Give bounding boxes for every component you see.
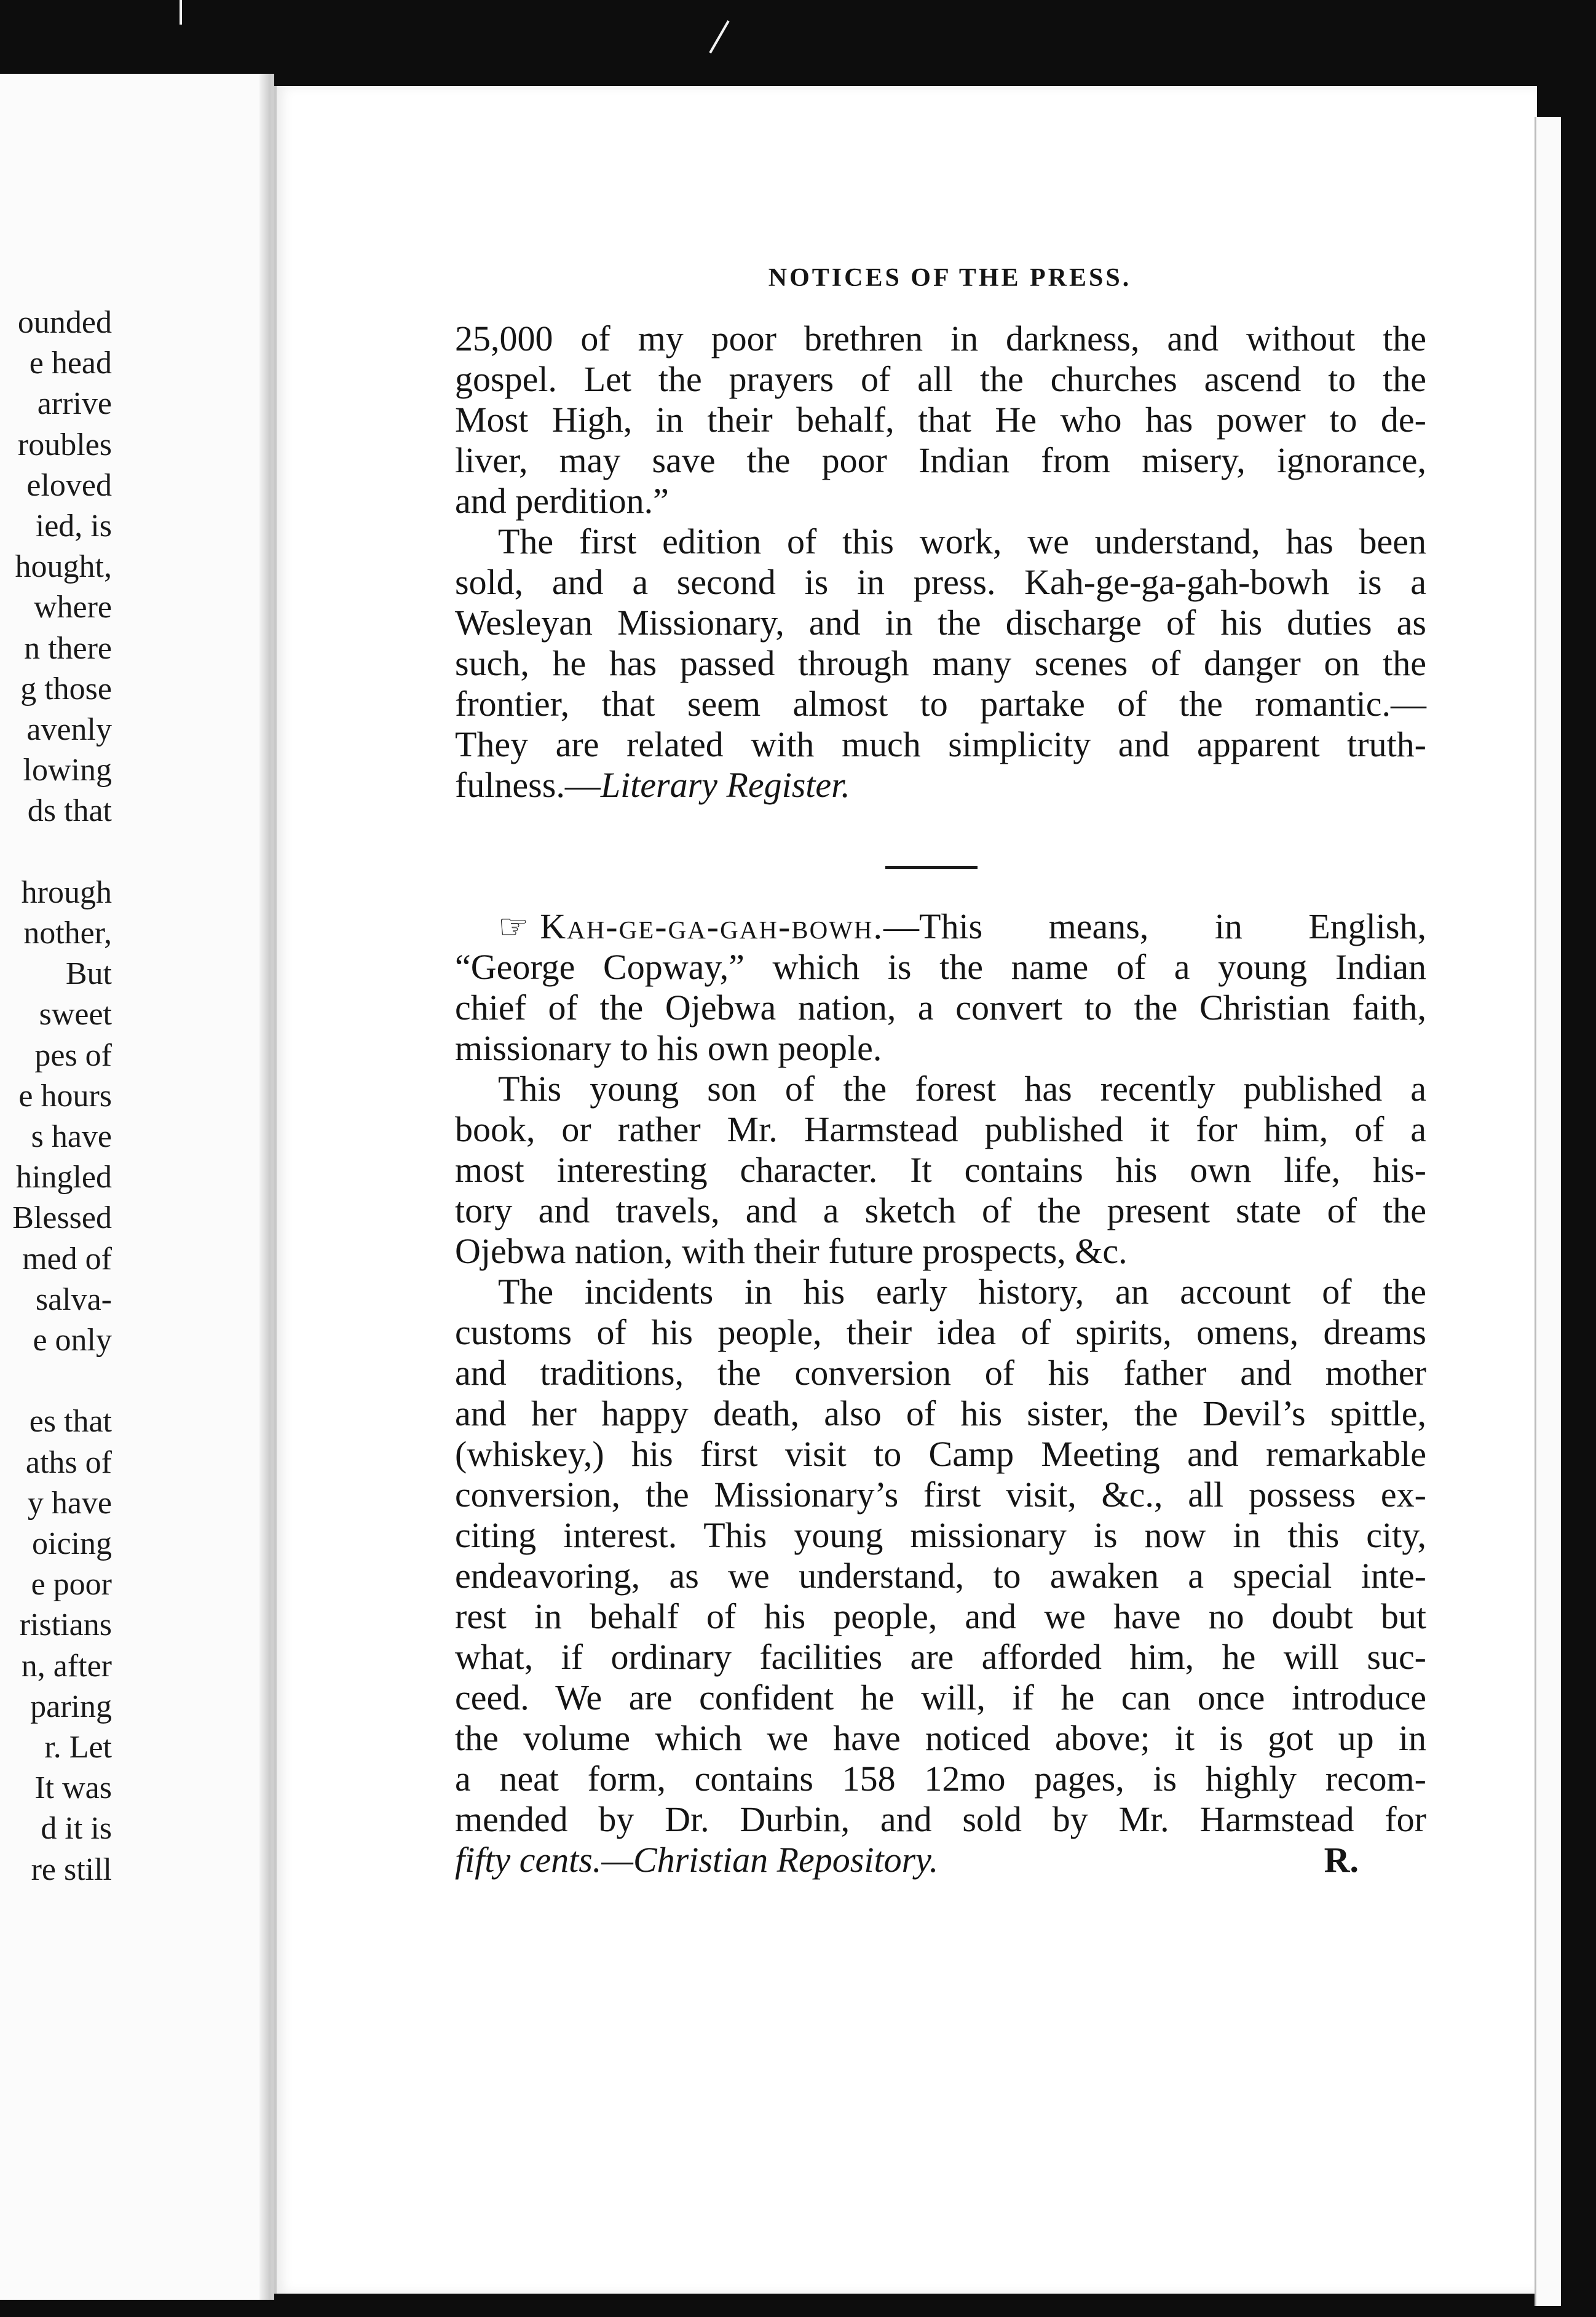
text-line: citing interest. This young missionary is now in this city,: [455, 1515, 1426, 1555]
left-page-line: roubles: [17, 427, 112, 462]
text-line: (whiskey,) his first visit to Camp Meeting and remarkable: [455, 1434, 1426, 1474]
source-citation: Literary Register.: [600, 765, 850, 805]
text-line: the volume which we have noticed above; it is got up in: [455, 1718, 1426, 1758]
text-line: a neat form, contains 158 12mo pages, is highly recom-: [455, 1759, 1426, 1799]
pointing-hand-icon: ☞: [498, 908, 529, 946]
text-line: rest in behalf of his people, and we have no doubt but: [455, 1596, 1426, 1636]
notice-heading: Kah-ge-ga-gah-bowh.: [540, 906, 884, 946]
left-page-line: hingled: [16, 1160, 112, 1195]
left-page-line: n, after: [21, 1648, 112, 1684]
text-line: endeavoring, as we understand, to awaken a special inte-: [455, 1556, 1426, 1596]
text-line: [455, 906, 1426, 947]
notice-literary-register: [455, 319, 1426, 806]
left-page-line: It was: [34, 1770, 112, 1806]
signature-initial: R.: [1324, 1840, 1359, 1880]
page-edge: [1535, 117, 1561, 2306]
left-page-line: y have: [27, 1485, 112, 1521]
citation: [455, 1840, 938, 1880]
text-line: book, or rather Mr. Harmstead published it for him, of a: [455, 1109, 1426, 1149]
text-line: tory and travels, and a sketch of the present state of the: [455, 1190, 1426, 1230]
text-line: 25,000 of my poor brethren in darkness, and without the: [455, 319, 1426, 358]
text-line: This young son of the forest has recently published a: [498, 1069, 1426, 1109]
text-line: customs of his people, their idea of spirits, omens, dreams: [455, 1312, 1426, 1352]
left-page-line: arrive: [37, 386, 112, 422]
left-page-line: hrough: [21, 874, 112, 910]
left-page-line: es that: [29, 1404, 112, 1440]
text-line: sold, and a second is in press. Kah-ge-ga-gah-bowh is a: [455, 562, 1426, 602]
text-line: mended by Dr. Durbin, and sold by Mr. Harmstead for: [455, 1799, 1426, 1839]
left-page-line: oicing: [32, 1526, 112, 1561]
text-line: chief of the Ojebwa nation, a convert to the Christian faith,: [455, 988, 1426, 1028]
left-page-line: nother,: [23, 916, 112, 951]
left-page-line: ied, is: [35, 509, 112, 544]
text-line: most interesting character. It contains his own life, his-: [455, 1150, 1426, 1190]
left-page-line: e head: [29, 346, 112, 381]
left-page-line: hought,: [15, 549, 112, 585]
left-page-line: where: [33, 590, 112, 625]
text-line: They are related with much simplicity and apparent truth-: [455, 724, 1426, 764]
page-gutter-shadow: [259, 74, 271, 2300]
left-page-line: sweet: [39, 997, 112, 1032]
left-page-line: ounded: [17, 305, 112, 340]
text-line: what, if ordinary facilities are afforded him, he will suc-: [455, 1637, 1426, 1677]
left-page-line: r. Let: [44, 1730, 112, 1765]
section-divider: [885, 866, 978, 869]
text-line: “George Copway,” which is the name of a young Indian: [455, 947, 1426, 987]
text-fragment: fulness.—: [455, 765, 601, 805]
notice-christian-repository: [455, 906, 1426, 1880]
left-page-line: aths of: [25, 1444, 112, 1480]
left-page-line: e poor: [31, 1567, 112, 1602]
text-line: missionary to his own people.: [455, 1028, 882, 1068]
left-page-line: med of: [22, 1241, 112, 1277]
left-page-line: salva-: [35, 1281, 112, 1317]
text-line: conversion, the Missionary’s first visit, &c., all possess ex-: [455, 1475, 1426, 1515]
left-page-line: ristians: [19, 1607, 112, 1643]
left-page-line: e hours: [18, 1078, 112, 1114]
left-page-line: ds that: [27, 793, 112, 829]
left-page-line: avenly: [26, 712, 112, 747]
left-page-line: eloved: [26, 467, 112, 503]
text-line: and perdition.”: [455, 481, 669, 521]
text-line: The incidents in his early history, an account of the: [498, 1272, 1426, 1312]
text-line: liver, may save the poor Indian from misery, ignorance,: [455, 440, 1426, 480]
left-page-line: pes of: [34, 1037, 112, 1073]
text-line: and traditions, the conversion of his father and mother: [455, 1353, 1426, 1393]
text-line: Wesleyan Missionary, and in the discharge of his duties as: [455, 603, 1426, 643]
left-page-line: e only: [33, 1323, 112, 1358]
signoff-line: [455, 1840, 1426, 1880]
left-page-line: re still: [31, 1852, 112, 1887]
text-line: The first edition of this work, we understand, has been: [498, 521, 1426, 561]
left-page-line: But: [65, 956, 112, 992]
source-citation: —Christian Repository.: [601, 1840, 939, 1880]
price-text: fifty cents.: [455, 1840, 602, 1880]
text-line: ceed. We are confident he will, if he can once introduce: [455, 1677, 1426, 1717]
text-line: and her happy death, also of his sister, the Devil’s spittle,: [455, 1393, 1426, 1433]
running-head: NOTICES OF THE PRESS.: [768, 264, 1132, 292]
left-page-line: Blessed: [12, 1200, 112, 1236]
text-fragment: —This means, in English,: [883, 906, 1426, 946]
scan-artifact-mark: [180, 0, 182, 25]
left-page-line: d it is: [41, 1811, 112, 1847]
left-page-line: s have: [31, 1119, 112, 1154]
left-page-line: paring: [30, 1689, 112, 1724]
left-page-line: lowing: [23, 753, 112, 788]
left-page-line: n there: [24, 630, 112, 666]
text-line: Ojebwa nation, with their future prospects, &c.: [455, 1231, 1128, 1271]
text-line: [455, 765, 1426, 806]
text-line: Most High, in their behalf, that He who has power to de-: [455, 400, 1426, 440]
text-line: frontier, that seem almost to partake of the romantic.—: [455, 684, 1426, 724]
text-line: gospel. Let the prayers of all the churches ascend to the: [455, 359, 1426, 399]
left-page-line: g those: [20, 671, 112, 707]
text-line: such, he has passed through many scenes of danger on the: [455, 643, 1426, 683]
